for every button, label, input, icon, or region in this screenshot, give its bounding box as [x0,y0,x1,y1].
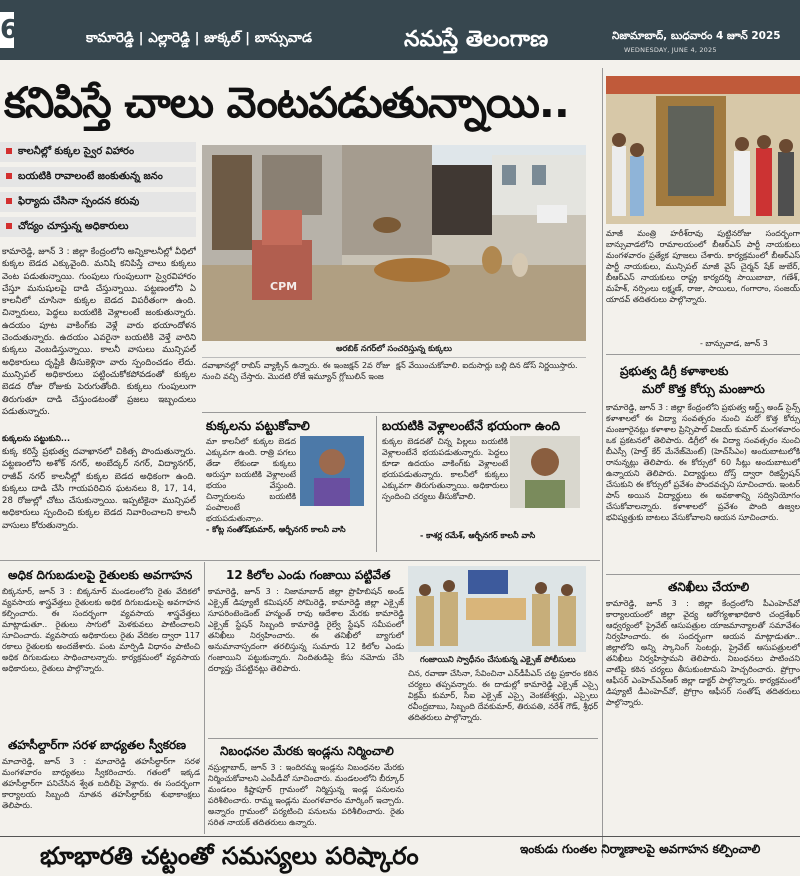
column-divider [602,68,603,858]
temple-photo-credit: - బాన్సువాడ, జూన్ 3 [700,339,768,348]
page-number: 6 [0,12,14,48]
bullet-item [0,192,196,212]
bullet-list [0,142,198,240]
degree-college-title-line2: మరో కొత్త కోర్సు మంజూరు [642,382,765,396]
divider [208,738,598,739]
column-divider [204,562,205,834]
quote-box-1-body: మా కాలనీలో కుక్కల బెడద ఎక్కువగా ఉంది. రాత్రి పగలు తేడా లేకుండా కుక్కలు అరుస్తూ బయటికి వెళ్లాలంటే భయం వేస్తుంది. చిన్నారులను బయటికి పంపాలంటే భయపడుతున్నాం. [206,437,296,522]
quote-box-1-signature: - కోట్ల సంతోష్‌కుమార్, ఆర్బీనగర్ కాలనీ వాసి [206,525,346,534]
excise-photo-caption: గంజాయిని స్వాధీనం చేసుకున్న ఎక్సైజ్ పోలీసులు [420,654,576,664]
dateline-english: WEDNESDAY, JUNE 4, 2025 [624,46,717,54]
bullet-text: చోద్యం చూస్తున్న అధికారులు [18,221,129,232]
houses-title: నిబంధనల మేరకు ఇండ్లను నిర్మించాలి [220,744,394,758]
bullet-text: ఫిర్యాదు చేసినా స్పందన కరువు [18,196,140,207]
bullet-text: బయటికి రావాలంటే జంకుతున్న జనం [18,171,163,182]
bullet-item [0,142,196,162]
bottom-divider [0,836,800,837]
main-story-below-right: క్షన్ వేయించుకోవాలి. ఐదుసార్లు బల్లి దిన డోస్ నిర్ణయిస్తారు. [396,361,578,370]
quote-box-1-portrait [300,436,364,506]
temple-photo-caption: మాజీ మంత్రి హరీశ్‌రావు పుట్టినరోజు సందర్భంగా బాన్సువాడలోని రామాలయంలో బీఆర్‌ఎస్ పార్టీ నాయకులు మంగళవారం ప్రత్యేక పూజలు చేశారు. కార్యక్రమంలో బీఆర్‌ఎస్ పార్టీ నాయకులు, మున్సిపల్ మాజీ వైస్ చైర్మన్ షేక్ జుబేర్, బీఆర్‌ఎస్ నాయకులు రాష్ట్ర కార్యదర్శి సాయిబాబా, గణేశ్, మహేశ్, నర్సింలు లక్ష్మణ్, రాజు, సాయిలు, గంగారాం, సంజయ్ యాదవ్ తదితరులు పాల్గొన్నారు. [606,229,800,304]
main-story-subhead: కుక్కలను పట్టుకుని... [2,434,71,443]
bottom-headline-right: ఇంకుడు గుంతల నిర్మాణాలపై అవగాహన కల్పించాలి [520,842,761,856]
divider [202,357,586,358]
quote-box-1-title: కుక్కలను పట్టుకోవాలి [206,418,310,433]
tahsildar-body: మాచారెడ్డి, జూన్ 3 : మాచారెడ్డి తహసీల్దార్‌గా సరళ మంగళవారం బాధ్యతలు స్వీకరించారు. గతంలో ఇక్కడ తహసీల్దార్‌గా పనిచేసిన శ్వేత బదిలీపై వెళ్లారు. ఈ సందర్భంగా కార్యాలయ సిబ్బంది నూతన తహసీల్దార్‌కు శుభాకాంక్షలు తెలిపారు. [2,757,200,810]
ganja-seizure-body-continued: చిన, రవాణా చేసినా, సేవించినా ఎన్‌డీపీఎస్ చట్ట ప్రకారం కఠిన చర్యలు తప్పవన్నారు. ఈ దాడుల్లో కామారెడ్డి ఎక్సైజ్ ఎస్సై విక్రమ్ కుమార్, సీఐ ఎక్సైజ్ ఎస్సై వెంకటేశ్వర్లు, ఎస్సైలు రవీంద్రబాబు, సిబ్బంది దేవకుమార్, తిరుపతి, నరేశ్ గౌడ్, శ్రీధర్ తదితరులు పాల్గొన్నారు. [408,669,598,722]
bullet-icon [6,223,12,229]
ganja-seizure-body: కామారెడ్డి, జూన్ 3 : నిజామాబాద్ జిల్లా ప్రొహిబిషన్ అండ్ ఎక్సైజ్ డిప్యూటీ కమిషనర్ సోమిరెడ్డి, కామారెడ్డి జిల్లా ఎక్సైజ్ సూపరింటెండెంట్ హన్మంత్ రావు ఆదేశాల మేరకు కామారెడ్డి ఎక్సైజ్ స్టేషన్ సిబ్బంది కామారెడ్డి రైల్వే స్టేషన్ సమీపంలో తనిఖీలు నిర్వహించారు. ఈ తనిఖీలో బ్యాగులో అనుమానాస్పదంగా తరలిస్తున్న సుమారు 12 కిలోల ఎండు గంజాయిని పట్టుకున్నారు. నిందితుడిపై కేసు నమోదు చేసి దర్యాప్తు చేపట్టినట్లు తెలిపారు. [208,587,404,673]
bullet-icon [6,148,12,154]
quote-box-2-body: కుక్కల బెడదతో చిన్న పిల్లలు బయటికి వెళ్లాలంటేనే భయపడుతున్నారు. పెద్దలు కూడా ఉదయం వాకింగ్‌కు వెళ్లాలంటే భయపడుతున్నారు. కాలనీలో కుక్కలు ఎక్కువగా తిరుగుతున్నాయి. అధికారులు స్పందించి చర్యలు తీసుకోవాలి. [382,437,508,501]
excise-police-photo [408,566,586,652]
temple-photo [606,76,800,224]
divider [376,416,377,552]
ganja-seizure-title: 12 కిలోల ఎండు గంజాయి పట్టివేత [226,568,391,582]
quote-box-2-portrait [510,436,580,508]
section-divider [0,560,600,561]
main-story-body-continued: కుక్క కరిస్తే ప్రభుత్వ దవాఖానలో చికిత్స పొందుతున్నారు. పట్టణంలోని అశోక్ నగర్, అంబేద్కర్ నగర్, విద్యానగర్, రాజీవ్ నగర్ కాలనీల్లో కుక్కల బెడద అధికంగా ఉంది. కుక్కలు దాడి చేసి గాయపరిచిన ఘటనలు 8, 17, 14, 28 రోజుల్లో చోటు చేసుకున్నాయి. ఇప్పటికైనా మున్సిపల్ అధికారులు స్పందించి కుక్కల బెడద నివారించాలని కాలనీ వాసులు కోరుతున్నారు. [2,447,196,531]
svg-text:CPM: CPM [270,280,298,293]
bullet-item [0,217,196,237]
districts-nav: కామారెడ్డి | ఎల్లారెడ్డి | జుక్కల్ | బాన్సువాడ [86,30,312,46]
houses-body-right-area [404,744,598,832]
farmers-awareness-title: అధిక దిగుబడులపై రైతులకు అవగాహన [8,568,193,582]
inspections-body: కామారెడ్డి, జూన్ 3 : జిల్లా కేంద్రంలోని పీఎంహెచ్‌వో కార్యాలయంలో జిల్లా వైద్య ఆరోగ్యశాఖాధికారి చంద్రశేఖర్ ఆధ్వర్యంలో ప్రైవేట్ ఆసుపత్రుల యాజమాన్యాలతో సమావేశం నిర్వహించారు. ఈ సందర్భంగా ఆయన మాట్లాడుతూ.. జిల్లాలోని అన్ని స్కానింగ్ సెంటర్లు, ప్రైవేట్ ఆసుపత్రులలో తనిఖీలు నిర్వహిస్తామని తెలిపారు. నిబంధనలు పాటించని వాటిపై కఠిన చర్యలు తీసుకుంటామని హెచ్చరించారు. ప్రోగ్రాం ఆఫీసర్ ఎంహెచ్‌ఎన్‌ఆర్ జిల్లా డాక్టర్ పాల్గొన్నారు. కార్యక్రమంలో డిప్యూటీ డీఎంహెచ్‌వో, ప్రోగ్రాం ఆఫీసర్ సంతోష్ తదితరులు పాల్గొన్నారు. [606,599,800,707]
quote-box-2-title: బయటికి వెళ్లాలంటేనే భయంగా ఉంది [382,418,561,433]
divider [606,574,800,575]
main-headline: కనిపిస్తే చాలు వెంటపడుతున్నాయి.. [4,78,569,127]
dogs-street-photo [202,145,586,341]
divider [606,354,800,355]
farmers-awareness-body: బిక్కనూర్, జూన్ 3 : బిక్కనూర్ మండలంలోని రైతు వేదికలో వ్యవసాయ శాస్త్రవేత్తలు రైతులకు అధిక దిగుబడులపై అవగాహన కల్పించారు. ఈ సందర్భంగా వ్యవసాయ శాస్త్రవేత్తలు మాట్లాడుతూ.. రైతులు సాగులో మెళకువలు పాటించాలని సూచించారు. వ్యవసాయ అధికారులు రైతు వేదికల ద్వారా 117 రకాలు రైతులకు అందజేశారు. పంట మార్పిడి విధానం పాటించి అధిక దిగుబడులు సాధించాలన్నారు. కార్యక్రమంలో వ్యవసాయ అధికారులు, రైతులు పాల్గొన్నారు. [2,587,200,673]
tahsildar-title: తహసీల్దార్‌గా సరళ బాధ్యతల స్వీకరణ [8,738,187,752]
houses-body-left: నస్రుల్లాబాద్, జూన్ 3 : ఇందిరమ్మ ఇండ్లను నిబంధనల మేరకు నిర్మించుకోవాలని ఎంపీడీవో సూచించారు. మండలంలోని బీర్కూర్ మండలం కిష్టాపూర్ గ్రామంలో నిర్మిస్తున్న ఇండ్ల పనులను పరిశీలించారు. రామ్మ ఇండ్లను మంగళవారం మార్కింగ్ ఇచ్చారు. అన్నారం గ్రామంలో పర్యటించి పనులను పరిశీలించారు. రైతు సరిత నాయక్ తదితరులు ఉన్నారు. [208,763,404,827]
bullet-icon [6,173,12,179]
bullet-item [0,167,196,187]
main-photo-caption: అరబిక్ నగర్‌లో సంచరిస్తున్న కుక్కలు [336,343,452,353]
degree-college-title: ప్రభుత్వ డిగ్రీ కళాశాలకు [620,364,729,378]
main-story-below-left: దవాఖానల్లో రాబిస్ వ్యాక్సిన్ ఉన్నారు. ఈ ఇంజక్షన్ 2వ రోజు నుంచి వచ్చి చేస్తారు. మొదటి రోజే ఇమ్యూన్ గ్లోబులిన్ ఇంజ [202,361,390,381]
bottom-headline-left: భూభారతి చట్టంతో సమస్యలు పరిష్కారం [40,842,419,870]
bullet-text: కాలనీల్లో కుక్కల స్వైర విహారం [18,146,135,157]
masthead: నమస్తే తెలంగాణ [404,26,549,52]
quote-box-2-signature: - కాశర్ల రమేశ్, ఆర్బీనగర్ కాలనీ వాసి [420,531,536,540]
degree-college-body: కామారెడ్డి, జూన్ 3 : జిల్లా కేంద్రంలోని ప్రభుత్వ ఆర్ట్స్ అండ్ సైన్స్ కళాశాలలో ఈ విద్యా సంవత్సరం నుంచి మరో కొత్త కోర్సు మంజూరైనట్లు కళాశాల ప్రిన్సిపాల్ విజయ్ కుమార్ మంగళవారం ఒక ప్రకటనలో తెలిపారు. డిగ్రీలో ఈ విద్యా సంవత్సరం నుంచి బీఎస్సీ (హెల్త్ కేర్ మేనేజ్‌మెంట్) (హెచ్‌సీఎం) అందుబాటులోకి రానున్నట్లు తెలిపారు. ఈ కోర్సులో 60 సీట్లు అందుబాటులో ఉన్నాయని తెలిపారు. విద్యార్థులు దోస్త్ ద్వారా రిజిస్ట్రేషన్ చేసుకుని ఈ కోర్సులో ప్రవేశం పొందవచ్చని సూచించారు. ఇంటర్ పాస్ అయిన విద్యార్థులు ఈ అవకాశాన్ని సద్వినియోగం చేసుకోవాలన్నారు. కళాశాలలో ప్రవేశం పొంది ఉజ్వల భవిష్యత్తుకు బాటలు వేసుకోవాలని ఆయన సూచించారు. [606,403,800,522]
bullet-icon [6,198,12,204]
inspections-title: తనిఖీలు చేయాలి [668,580,750,594]
main-story-body: కామారెడ్డి, జూన్ 3 : జిల్లా కేంద్రంలోని అన్నికాలనీల్లో వీధిలో కుక్కల బెడద ఎక్కువైంది. మనిషి కనిపిస్తే చాలు కుక్కలు వెంట పడుతున్నాయి. గుంపులు గుంపులుగా స్వైరవిహారం చేస్తూ మనుషులపై దాడి చేస్తున్నాయి. పట్టణంలోని ఏ కాలనీలో చూసినా కుక్కల బెడద విపరీతంగా ఉంది. చిన్నారులు, పెద్దలు బయటికి వెళ్లాలంటే జంకుతున్నారు. ఉదయం పూట వాకింగ్‌కు వెళ్లే వారు భయాందోళన చెందుతున్నారు. ఉదయం ఎవరైనా బయటికి వెళ్తే వారిని కుక్కలు వెంబడిస్తున్నాయి. కాలనీ వాసులు మున్సిపల్ అధికారులు దృష్టికి తీసుకెళ్లినా వారు స్పందించడం లేదు. మున్సిపల్ అధికారులు పట్టించుకోకపోవడంతో కుక్కల బెడద రోజు రోజుకు పెరుగుతోంది. కుక్కలు గుంపులుగా తిరుగుతూ దాడి చేస్తుండటంతో ప్రజలు ఇబ్బందులు పడుతున్నారు. [2,247,196,417]
dateline-telugu: నిజామాబాద్, బుధవారం 4 జూన్ 2025 [612,30,781,42]
